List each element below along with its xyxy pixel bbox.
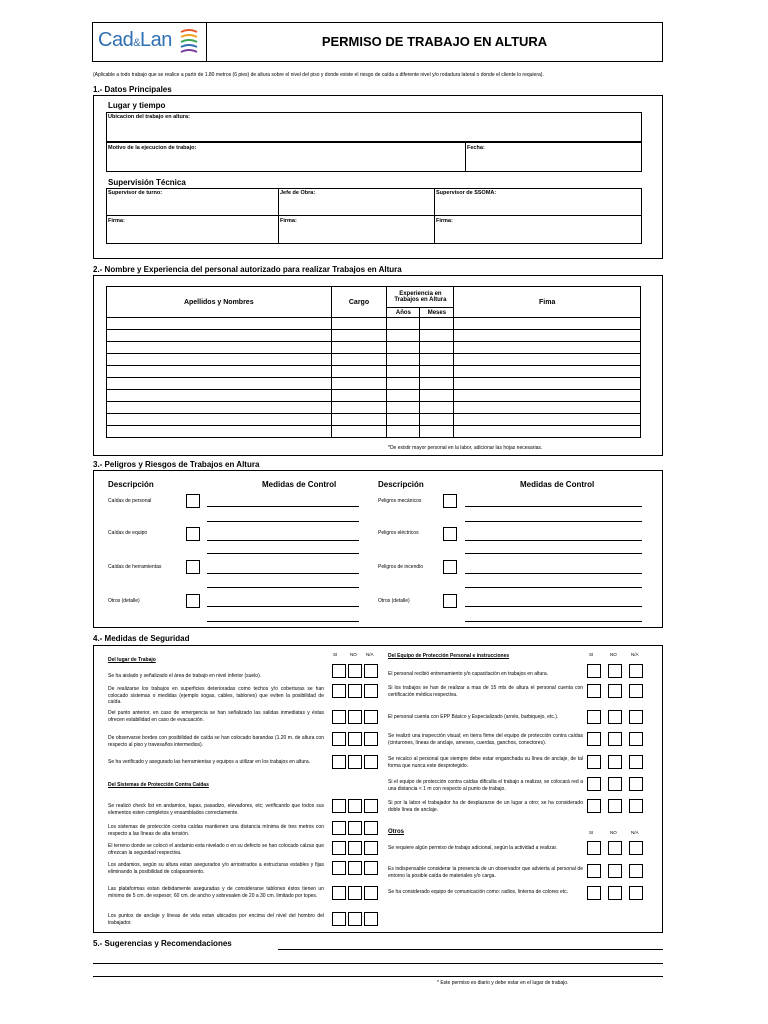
si-checkbox[interactable] xyxy=(332,732,346,746)
no-checkbox[interactable] xyxy=(608,777,622,791)
form-header xyxy=(92,22,663,62)
table-row[interactable] xyxy=(107,354,641,366)
si-checkbox[interactable] xyxy=(332,664,346,678)
supervision-col-divider-1 xyxy=(278,188,279,244)
na-checkbox[interactable] xyxy=(364,841,378,855)
equipo-item: Si los trabajos se han de realizar a mas de 15 mts de altura el personal cuenta con certificación médica respectiva. xyxy=(388,685,583,698)
na-header-otros: N/A xyxy=(631,830,639,835)
na-checkbox[interactable] xyxy=(629,684,643,698)
si-header-right: SI xyxy=(589,652,594,657)
si-checkbox[interactable] xyxy=(587,732,601,746)
control-line[interactable] xyxy=(465,621,642,622)
si-checkbox[interactable] xyxy=(332,912,346,926)
hazard-checkbox[interactable] xyxy=(186,560,200,574)
hazard-right-3: Peligros de incendio xyxy=(378,564,424,570)
firma-label-2: Firma: xyxy=(280,218,297,224)
na-checkbox[interactable] xyxy=(629,755,643,769)
firma-label-1: Firma: xyxy=(108,218,125,224)
na-checkbox[interactable] xyxy=(364,912,378,926)
no-checkbox[interactable] xyxy=(348,664,362,678)
table-row[interactable] xyxy=(107,402,641,414)
no-checkbox[interactable] xyxy=(608,684,622,698)
hazard-right-2: Peligros eléctricos xyxy=(378,530,419,536)
supervision-divider xyxy=(106,215,642,216)
hazard-right-4: Otros (detalle) xyxy=(378,598,410,604)
si-header-otros: SI xyxy=(589,830,594,835)
col-nombres: Apellidos y Nombres xyxy=(107,287,332,318)
jefe-obra-label: Jefe de Obra: xyxy=(280,190,316,196)
sistemas-item: Se realizó check list en andamios, tapas, pasadizo, elevadores, etc; verificando que todos sus elementos esten completos y ensamblados correctamente. xyxy=(108,803,324,816)
hazard-checkbox[interactable] xyxy=(443,594,457,608)
lugar-heading: Del lugar de Trabajo xyxy=(108,657,156,663)
control-line[interactable] xyxy=(207,587,359,588)
control-line[interactable] xyxy=(465,587,642,588)
table-row[interactable] xyxy=(107,330,641,342)
hazard-checkbox[interactable] xyxy=(186,594,200,608)
suggestion-line[interactable] xyxy=(93,976,663,977)
table-row[interactable] xyxy=(107,414,641,426)
otros-item: Se requiere algún permiso de trabajo adicional, según la actividad a realizar. xyxy=(388,845,558,851)
supervision-col-divider-2 xyxy=(434,188,435,244)
motivo-label: Motivo de la ejecucion de trabajo: xyxy=(108,145,197,151)
na-checkbox[interactable] xyxy=(364,732,378,746)
suggestion-line[interactable] xyxy=(93,963,663,964)
si-checkbox[interactable] xyxy=(587,841,601,855)
hazard-checkbox[interactable] xyxy=(443,527,457,541)
table-row[interactable] xyxy=(107,390,641,402)
col-cargo: Cargo xyxy=(331,287,387,318)
control-line[interactable] xyxy=(465,606,642,607)
na-checkbox[interactable] xyxy=(364,821,378,835)
section3-box xyxy=(93,470,663,628)
control-line[interactable] xyxy=(465,540,642,541)
no-checkbox[interactable] xyxy=(348,684,362,698)
no-checkbox[interactable] xyxy=(608,664,622,678)
si-checkbox[interactable] xyxy=(332,799,346,813)
lugar-item: De realizarse los trabajos en superficies deterioradas como techos y/o coberturas se han colocado sistemas o medidas (ejemplo sogas, cables, tablones) que eviten la posibilidad de caída. xyxy=(108,686,324,705)
hazard-checkbox[interactable] xyxy=(443,494,457,508)
na-checkbox[interactable] xyxy=(629,886,643,900)
suggestion-line[interactable] xyxy=(278,949,663,950)
medidas-header-right: Medidas de Control xyxy=(520,480,595,489)
lugar-item: De observarse bordes con posibilidad de caída se han colocado barandas (1.20 m. de altura con respecto al piso y travesaños intermedios). xyxy=(108,735,324,748)
table-row[interactable] xyxy=(107,342,641,354)
si-checkbox[interactable] xyxy=(587,799,601,813)
equipo-item: Si por la labor el trabajador ha de desplazarse de un lugar a otro; se ha considerado doble línea de anclaje. xyxy=(388,800,583,813)
no-checkbox[interactable] xyxy=(608,864,622,878)
no-checkbox[interactable] xyxy=(608,755,622,769)
fecha-field[interactable] xyxy=(465,142,642,172)
col-anios: Años xyxy=(387,308,420,318)
lugar-item: Del punto anterior, en caso de emergencia se han señalizado las salidas inmediatas y éstas ofrecen estabilidad en caso de evacuación. xyxy=(108,710,324,723)
supervision-title: Supervisión Técnica xyxy=(108,178,186,187)
si-checkbox[interactable] xyxy=(587,684,601,698)
na-checkbox[interactable] xyxy=(629,777,643,791)
logo-amp: & xyxy=(133,37,141,49)
section3-title: 3.- Peligros y Riesgos de Trabajos en Altura xyxy=(93,460,260,469)
descripcion-header-left: Descripción xyxy=(108,480,154,489)
si-checkbox[interactable] xyxy=(587,777,601,791)
sup-ssoma-label: Supervisor de SSOMA: xyxy=(436,190,497,196)
equipo-item: Si el equipo de protección contra caídas dificulta el trabajo a realizar, se colocará red a una distancia < 1 m con respecto al punto de trabajo. xyxy=(388,779,583,792)
no-checkbox[interactable] xyxy=(348,755,362,769)
applicability-note: (Aplicable a todo trabajo que se realice a partir de 1.80 metros (6 pies) de altura sobre el nivel del piso y donde existe el riesgo de caída a diferente nivel y/o rodadura lateral o donde el cliente lo requiera). xyxy=(93,72,544,78)
si-checkbox[interactable] xyxy=(332,861,346,875)
ubicacion-label: Ubicacion del trabajo en altura: xyxy=(108,114,190,120)
table-row[interactable] xyxy=(107,318,641,330)
logo-main: Cad xyxy=(98,29,134,51)
hazard-checkbox[interactable] xyxy=(186,527,200,541)
sistemas-item: Los sistemas de protección contra caídas mantienen una distancia mínima de tres metros con respecto a las líneas de alta tensión. xyxy=(108,824,324,837)
na-checkbox[interactable] xyxy=(629,732,643,746)
table-row[interactable] xyxy=(107,426,641,438)
personnel-table xyxy=(106,286,641,438)
sistemas-item: Los puntos de anclaje y líneas de vida estan ubicados por encima del nivel del hombro del trabajador. xyxy=(108,913,324,926)
equipo-item: Se recalco al personal que siempre debe estar enganchada su línea de anclaje, de tal forma que nunca este desprotegido. xyxy=(388,756,583,769)
no-checkbox[interactable] xyxy=(608,799,622,813)
si-checkbox[interactable] xyxy=(332,821,346,835)
na-checkbox[interactable] xyxy=(364,799,378,813)
no-checkbox[interactable] xyxy=(348,799,362,813)
sistemas-item: El terreno donde se colocó el andamio esta nivelado o en su defecto se han colocado calzas que ofrezcan la seguridad respectiva. xyxy=(108,843,324,856)
no-checkbox[interactable] xyxy=(348,912,362,926)
si-checkbox[interactable] xyxy=(332,841,346,855)
na-checkbox[interactable] xyxy=(364,664,378,678)
control-line[interactable] xyxy=(207,521,359,522)
sistemas-heading: Del Sistemas de Protección Contra Caídas xyxy=(108,782,209,788)
hazard-left-2: Caídas de equipo xyxy=(108,530,148,536)
logo-text xyxy=(98,29,172,52)
hazard-left-3: Caídas de herramientas xyxy=(108,564,162,570)
na-checkbox[interactable] xyxy=(364,710,378,724)
col-firma: Fima xyxy=(454,287,641,318)
si-checkbox[interactable] xyxy=(587,864,601,878)
na-checkbox[interactable] xyxy=(364,755,378,769)
section2-title: 2.- Nombre y Experiencia del personal autorizado para realizar Trabajos en Altura xyxy=(93,265,402,274)
si-checkbox[interactable] xyxy=(332,684,346,698)
no-checkbox[interactable] xyxy=(608,732,622,746)
control-line[interactable] xyxy=(465,521,642,522)
equipo-heading: Del Equipo de Protección Personal e instrucciones xyxy=(388,653,510,659)
no-header-left: NO xyxy=(350,652,357,657)
lugar-item: Se ha verificado y asegurado las herramientas y equipos a utilizar en los trabajos en altura. xyxy=(108,759,311,765)
hazard-left-1: Caídas de personal xyxy=(108,498,152,504)
personnel-footnote: *De existir mayor personal en la labor, adicionar las hojas necesarias. xyxy=(388,445,543,451)
firma-label-3: Firma: xyxy=(436,218,453,224)
na-checkbox[interactable] xyxy=(629,664,643,678)
no-checkbox[interactable] xyxy=(608,710,622,724)
si-checkbox[interactable] xyxy=(587,755,601,769)
lugar-item: Se ha aislado y señalizado el área de trabajo en nivel inferior (suelo). xyxy=(108,673,262,679)
control-line[interactable] xyxy=(207,506,359,507)
na-checkbox[interactable] xyxy=(629,864,643,878)
table-row[interactable] xyxy=(107,378,641,390)
na-checkbox[interactable] xyxy=(364,684,378,698)
sistemas-item: Los andamios, según su altura estan asegurados y/o arriostrados a estructuras estables y fijas eliminando la posibilidad de colapsamiento. xyxy=(108,862,324,875)
col-meses: Meses xyxy=(420,308,454,318)
si-checkbox[interactable] xyxy=(587,886,601,900)
no-header-right: NO xyxy=(610,652,617,657)
col-experiencia: Experiencia en Trabajos en Altura xyxy=(387,287,454,308)
equipo-item: El personal cuenta con EPP Básico y Especializado (arnés, barbiquejo, etc.). xyxy=(388,714,559,720)
na-checkbox[interactable] xyxy=(629,710,643,724)
section5-title: 5.- Sugerencias y Recomendaciones xyxy=(93,939,232,948)
si-header-left: SI xyxy=(333,652,338,657)
si-checkbox[interactable] xyxy=(587,710,601,724)
control-line[interactable] xyxy=(465,553,642,554)
section4-title: 4.- Medidas de Seguridad xyxy=(93,634,190,643)
no-checkbox[interactable] xyxy=(348,710,362,724)
form-title: PERMISO DE TRABAJO EN ALTURA xyxy=(321,34,548,49)
na-checkbox[interactable] xyxy=(364,886,378,900)
si-checkbox[interactable] xyxy=(332,755,346,769)
control-line[interactable] xyxy=(465,506,642,507)
logo xyxy=(93,23,207,61)
footer-note: * Este permiso es diario y debe estar en el lugar de trabajo. xyxy=(437,980,569,986)
control-line[interactable] xyxy=(207,573,359,574)
control-line[interactable] xyxy=(207,621,359,622)
na-header-left: N/A xyxy=(366,652,374,657)
no-checkbox[interactable] xyxy=(348,886,362,900)
si-checkbox[interactable] xyxy=(332,886,346,900)
na-checkbox[interactable] xyxy=(629,799,643,813)
no-checkbox[interactable] xyxy=(608,841,622,855)
equipo-item: Se realizó una inspección visual; en tierra firme del equipo de protección contra caídas (cinturones, líneas de anclaje, arneses, cuerdas, ganchos, conectores). xyxy=(388,733,583,746)
si-checkbox[interactable] xyxy=(332,710,346,724)
control-line[interactable] xyxy=(207,540,359,541)
hazard-checkbox[interactable] xyxy=(186,494,200,508)
equipo-item: El personal recibió entrenamiento y/o capacitación en trabajos en altura. xyxy=(388,671,549,677)
control-line[interactable] xyxy=(207,606,359,607)
descripcion-header-right: Descripción xyxy=(378,480,424,489)
logo-tail: Lan xyxy=(140,29,172,51)
hazard-right-1: Peligros mecánicos xyxy=(378,498,422,504)
otros-item: Es indispensable considerar la presencia de un observador que advierta al personal de entorno la posible caída de materiales y/o carga. xyxy=(388,866,583,879)
hazard-left-4: Otros (detalle) xyxy=(108,598,140,604)
na-header-right: N/A xyxy=(631,652,639,657)
sup-turno-label: Supervisor de turno: xyxy=(108,190,163,196)
hazard-checkbox[interactable] xyxy=(443,560,457,574)
control-line[interactable] xyxy=(465,573,642,574)
supervision-grid xyxy=(106,188,642,244)
fecha-label: Fecha: xyxy=(467,145,485,151)
otros-heading: Otros xyxy=(388,829,405,835)
table-row[interactable] xyxy=(107,366,641,378)
no-checkbox[interactable] xyxy=(348,732,362,746)
medidas-header-left: Medidas de Control xyxy=(262,480,337,489)
si-checkbox[interactable] xyxy=(587,664,601,678)
na-checkbox[interactable] xyxy=(364,861,378,875)
no-checkbox[interactable] xyxy=(348,821,362,835)
no-checkbox[interactable] xyxy=(348,861,362,875)
no-checkbox[interactable] xyxy=(608,886,622,900)
lugar-title: Lugar y tiempo xyxy=(108,101,166,110)
otros-item: Se ha considerado equipo de comunicación como: radios, linterna de colores etc. xyxy=(388,889,569,895)
section1-title: 1.- Datos Principales xyxy=(93,85,172,94)
control-line[interactable] xyxy=(207,553,359,554)
logo-mark-icon xyxy=(178,28,200,54)
sistemas-item: Las plataformas estan debidamente aseguradas y de considerarse tablones éstos tienen un mínimo de 5 cm. de espesor; 60 cm. de ancho y sobresalen de 20 a 30 cm. limitado por topes. xyxy=(108,886,324,899)
no-header-otros: NO xyxy=(610,830,617,835)
na-checkbox[interactable] xyxy=(629,841,643,855)
no-checkbox[interactable] xyxy=(348,841,362,855)
